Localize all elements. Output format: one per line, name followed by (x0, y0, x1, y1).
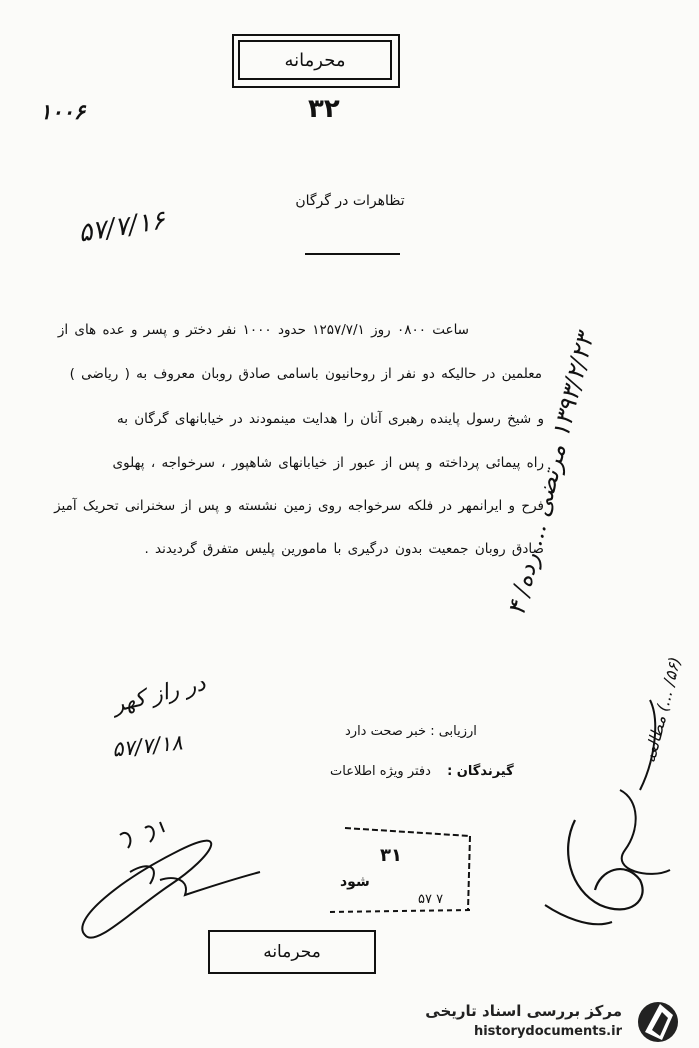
watermark-title: مرکز بررسی اسناد تاریخی (425, 1002, 622, 1020)
recipients-label: گیرندگان : (447, 764, 514, 779)
body-line: ساعت ۰۸۰۰ روز ۱۲۵۷/۷/۱ حدود ۱۰۰۰ نفر دختر و پسر و عده های از (57, 322, 469, 338)
page-number: ۳۲ (308, 94, 340, 124)
receipt-stamp-date: ۵۷ ۷ (418, 892, 444, 907)
watermark-logo-icon (638, 1002, 678, 1042)
vertical-handwritten-note-2: (۵۶/ ...) مطالعه (640, 654, 685, 765)
document-heading: تظاهرات در گرگان (295, 193, 405, 209)
handwritten-note: در راز کهر (110, 670, 209, 719)
receipt-stamp-number: ۳۱ (380, 845, 402, 866)
body-line: معلمین در حالیکه دو نفر از روحانیون باسامی صادق روبان معروف به ( ریاضی ) (69, 366, 542, 382)
recipients-line (330, 764, 514, 779)
evaluation-line: ارزیابی : خبر صحت دارد (345, 724, 477, 739)
reference-number: ۱۰۰۶ (40, 100, 86, 124)
classification-stamp-bottom: محرمانه (208, 930, 376, 974)
recipients-value: دفتر ویژه اطلاعات (330, 764, 431, 779)
vertical-handwritten-note: ۱۳۹۳/۲/۲۳ مرتضی ... رده/ ۴ (502, 330, 600, 619)
handwritten-date: ۵۷/۷/۱۶ (76, 205, 168, 249)
body-line: راه پیمائی پرداخته و پس از عبور از خیابانهای شاهپور ، سرخواجه ، پهلوی (112, 455, 544, 471)
body-line: صادق روبان جمعیت بدون درگیری با مامورین پلیس متفرق گردیدند . (144, 541, 544, 557)
body-line: فرح و ایرانمهر در فلکه سرخواجه روی زمین نشسته و پس از سخنرانی تحریک آمیز (54, 498, 544, 514)
receipt-stamp-text: شود (340, 874, 370, 890)
classification-stamp-top: محرمانه (238, 40, 392, 80)
body-line: و شیخ رسول پاینده رهبری آنان را هدایت مینمودند در خیابانهای گرگان به (116, 411, 544, 427)
signature-lower-left (82, 822, 260, 938)
handwritten-date-2: ۵۷/۷/۱۸ (110, 730, 184, 762)
heading-underline (305, 253, 400, 255)
watermark-url[interactable]: historydocuments.ir (473, 1024, 622, 1039)
